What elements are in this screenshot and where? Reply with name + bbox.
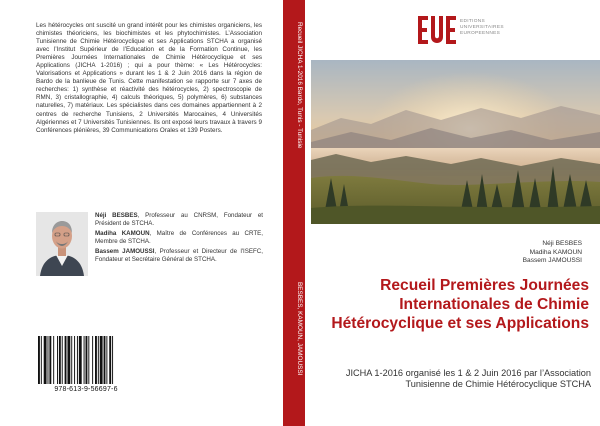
spine-title: Recueil JICHA 1-2016 Bardo, Tunis - Tunisie [296,22,303,149]
front-author-name: Néji BESBES [542,240,582,247]
author-name: Néji BESBES [95,212,138,219]
author-name: Madiha KAMOUN [95,230,150,238]
front-authors [523,240,582,266]
front-cover [305,0,600,426]
author-bio [95,230,263,246]
author-photo [36,212,88,276]
publisher-name-line: EUROPEENNES [460,30,501,36]
front-author-name: Bassem JAMOUSSI [522,257,582,265]
author-bio [95,212,263,228]
book-subtitle: JICHA 1-2016 organisé les 1 & 2 Juin 2016 par l’Association Tunisienne de Chimie Hétérocyclique STCHA [345,368,591,389]
isbn-number: 978-613-9-56697-6 [54,386,118,393]
publisher-logo [418,14,578,48]
author-role: , Professeur et Directeur de l'ISEFC, Fondateur et Secrétaire Général de STCHA. [95,248,263,264]
author-bio [95,248,263,264]
publisher-logo-icon [418,16,456,44]
book-spine [283,0,305,426]
author-role: , Professeur au CNRSM, Fondateur et Président de STCHA. [95,212,264,228]
back-cover-blurb: Les hétérocycles ont suscité un grand intérêt pour les chimistes organiciens, les chimistes théoriciens, les biochimistes et les phytochimistes. L’Association Tunisienne de Chimie Hétérocyclique et ses Applications STCHA a organisé avec l’Institut Supérieur de l’Education et de la Formation Continue, les Premières Journées Internationales de Chimie Hétérocyclique et ses Applications (JICHA 1-2016) ; qui a pour thème: « Les Hétérocycles: Valorisations et Applications » durant les 1 & 2 Juin 2016 dans la région de Bardo de la banlieue de Tunis. Cette manifestation se rapporte sur 7 axes de recherches: 1) synthèse et réactivité des hétérocycles, 2) spectroscopie de RMN, 3) cristallographie, 4) calculs théoriques, 5) polymères, 6) substances naturelles, 7) matériaux. Les spécialistes dans ces domaines appartiennent à 2 centres de recherche Tunisiens, 2 Universités Marocaines, 4 Universités Algériennes et 7 Universités Tunisiennes. Ils ont exposé leurs travaux à travers 9 Conférences plénières, 39 Communications Orales et 139 Posters. [36,22,262,134]
book-title: Recueil Premières Journées Internationales de Chimie Hétérocyclique et ses Applications [331,277,589,333]
publisher-name [460,19,504,37]
publisher-name-line: UNIVERSITAIRES [460,24,504,30]
publisher-name-line: EDITIONS [460,19,486,24]
author-biographies [95,212,263,266]
back-cover [0,0,283,426]
spine-authors: BESBES, KAMOUN, JAMOUSSI [296,282,303,376]
author-role: , Maître de Conférences au CRTE, Membre de STCHA. [95,230,264,246]
cover-landscape-photo [311,60,600,224]
barcode [36,336,136,384]
author-name: Bassem JAMOUSSI [95,248,155,256]
front-author-name: Madiha KAMOUN [529,248,582,256]
